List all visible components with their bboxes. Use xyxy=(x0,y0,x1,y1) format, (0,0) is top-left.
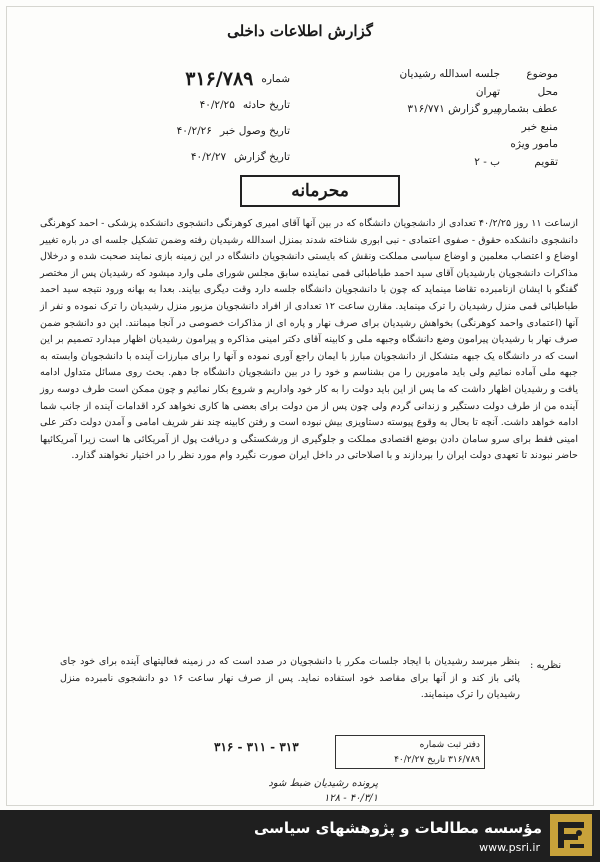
registry-stamp-line-1: دفتر ثبت شماره xyxy=(419,740,480,750)
handwritten-note xyxy=(128,776,378,806)
incident-date-row xyxy=(120,92,290,118)
subject-value: جلسه اسدالله رشیدیان xyxy=(399,68,500,80)
received-date-value: ۴۰/۲/۲۶ xyxy=(176,125,212,137)
handwritten-note-line-1: پرونده رشیدیان ضبط شود xyxy=(268,778,378,789)
report-date-row xyxy=(120,144,290,170)
header-source-row xyxy=(258,101,558,119)
opinion-text: بنظر میرسد رشیدیان با ایجاد جلسات مکرر با دانشجویان در صدد است که در زمینه فعالیتهای آینده برای خود جای پائی باز کند و از آنها برای مقاصد خود استفاده نماید. پس از صرف نهار ساعت ۱۶ دو دانشجوی نامبرده منزل رشیدیان را ترک مینمایند. xyxy=(60,656,520,701)
received-date-row xyxy=(120,118,290,144)
opinion-label: نظریه : xyxy=(530,660,562,671)
header-fields-right xyxy=(258,66,558,171)
report-date-label: تاریخ گزارش xyxy=(234,151,290,163)
number-value: ۳۱۶/۷۸۹ xyxy=(185,68,254,90)
watermark-bar xyxy=(0,810,600,862)
header-fields-left xyxy=(120,66,290,170)
number-row xyxy=(120,66,290,92)
source-value: پیرو گزارش ۳۱۶/۷۷۱ xyxy=(407,103,500,115)
report-body: ازساعت ۱۱ روز ۴۰/۲/۲۵ تعدادی از دانشجویان دانشگاه که در بین آنها آقای امیری کوهرنگی دانشجوی دانشکده پزشکی - احمد کوهرنگی دانشجوی دانشکده حقوق - صفوی اعتمادی - نبی ابوری شناخته شدند بمنزل اسدالله رشیدیان رفته وضمن تشکیل جلسه ای در باره تغییر اوضاع و اعتصاب معلمین و اوضاع سیاسی مملکت ونقش که بایستی دانشجویان دانشگاه در این زمینه بازی نمایند صحبت شده و درخلال مذاکرات دانشجویان بارشیدیان آقای سید احمد طباطبائی قمی نماینده سابق مجلس شورای ملی وارد میشود که رشیدیان پس از مختصر گفتگو با ایشان ازنامبرده تقاضا مینماید که چون با دانشجویان دانشگاه جلسه دارد وقت دیگری بیایند. بعدا به بهانه ورود نتیجه سید احمد طباطبائی قمی منزل رشیدیان را ترک مینماید. مقارن ساعت ۱۲ تعدادی از افراد دانشجویان مزبور منزل رشیدیان را ترک نموده و نفر از آنها (اعتمادی واحمد کوهرنگی) بخواهش رشیدیان برای صرف نهار و پاره ای از مذاکرات خصوصی در آنجا میمانند. این دو دانشجو ضمن صرف نهار با رشیدیان پیرامون وضع دانشگاه وجبهه ملی و کابینه آقای دکتر امینی مذاکره و پیرامون رشیدیان اظهار میدارد تصمیم بر این است که در دانشگاه یک جبهه متشکل از دانشجویان مبارز با ایمان راجع آوری نموده و آنها را برای مبارزات آینده با دانشجویان وابسته به جبهه ملی آماده نمائیم ولی باید مامورین را من بشناسم و خود را در بین دانشجویان دانشگاه جا دهم. بحث روی مسائل متداول ادامه یافت و رشیدیان اظهار داشت که ما پس از این باید دولت را به کار خود واداریم و شروع بکار نمائیم و چون ممکن است طرف دوسه روز آینده من از طرف دولت دستگیر و زندانی گردم ولی چون پس از من دولت برای بعضی ها کاری نخواهد کرد اقدامات آینده از جانب شما ادامه خواهد داشت. آنچه تا بحال به وقوع پیوسته دستاویزی بیش نبوده است و رفتن کابینه چند نفر شریف امامی و آمدن دولت دکتر علی امینی فقط برای سرو سامان دادن بوضع اقتصادی مملکت و جلوگیری از ورشکستگی و دریافت پول از آمریکائی ها است زیرا آمریکائیها حاضر نبودند تا تعهدی دولت ایران را بپردازند و با اصلاحاتی در داخل ایران صورت نگیرد وام مورد نظر را در اختیار نخواهند گذارد. xyxy=(40,218,579,462)
institute-logo-icon xyxy=(550,814,592,856)
header-subject-row xyxy=(258,66,558,84)
appendix-value: ب - ۲ xyxy=(474,155,500,168)
classification-stamp: محرمانه xyxy=(240,175,400,207)
header-agent-row xyxy=(258,136,558,154)
place-value: تهران xyxy=(475,85,500,98)
place-label: محل xyxy=(537,85,558,98)
incident-date-value: ۴۰/۲/۲۵ xyxy=(199,99,235,111)
registry-stamp xyxy=(335,735,485,769)
header-news-source-row xyxy=(258,119,558,137)
subject-label: موضوع xyxy=(526,68,558,80)
number-label: شماره xyxy=(261,73,290,85)
header-place-row xyxy=(258,84,558,102)
institute-name: مؤسسه مطالعات و پژوهشهای سیاسی xyxy=(253,819,542,837)
report-title: گزارش اطلاعات داخلی xyxy=(227,22,373,40)
institute-url[interactable]: www.psri.ir xyxy=(479,841,540,854)
header-appendix-row xyxy=(258,154,558,172)
report-date-value: ۴۰/۲/۲۷ xyxy=(190,151,227,163)
distribution-numbers: ۳۱۶ - ۳۱۱ - ۳۱۳ xyxy=(214,740,299,754)
handwritten-note-line-2: ۴۰/۳/۱ - ۱۲۸ xyxy=(323,793,378,804)
news-source-value xyxy=(258,119,500,137)
registry-stamp-line-2: ۳۱۶/۷۸۹ تاریخ ۴۰/۲/۲۷ xyxy=(394,755,480,765)
received-date-label: تاریخ وصول خبر xyxy=(219,125,290,137)
news-source-label: منبع خبر xyxy=(521,120,558,133)
source-label: عطف بشماره xyxy=(496,103,558,115)
agent-label: مامور ویژه xyxy=(510,138,558,150)
appendix-label: تقویم xyxy=(534,155,558,168)
incident-date-label: تاریخ حادثه xyxy=(242,99,290,111)
